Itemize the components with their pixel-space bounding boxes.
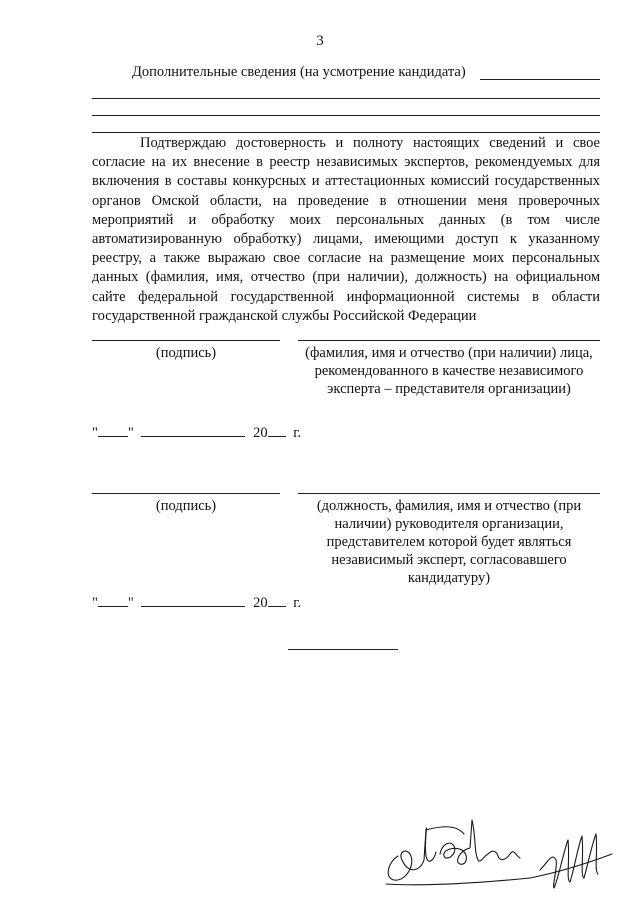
head-signature-caption: (подпись) [155, 498, 217, 514]
day-field[interactable] [98, 592, 128, 607]
year-prefix: 20 [253, 425, 268, 441]
initial-underline [386, 878, 530, 885]
initial-stroke-4 [488, 851, 520, 859]
date-close-quote: " [127, 595, 134, 611]
head-name-caption: (должность, фамилия, имя и отчество (при наличии) руководителя организации, представителем которой будет являться независимый эксперт, согласовавшего кандидатуру) [316, 498, 582, 586]
date-close-quote: " [127, 425, 134, 441]
additional-info-label: Дополнительные сведения (на усмотрение кандидата) [132, 64, 466, 80]
year-field[interactable] [268, 592, 286, 607]
page-number: 3 [316, 33, 324, 49]
head-signature-line[interactable] [92, 493, 280, 494]
head-name-line[interactable] [298, 493, 600, 494]
date-row-1 [92, 422, 301, 442]
consent-paragraph: Подтверждаю достоверность и полноту настоящих сведений и свое согласие на их внесение в реестр независимых экспертов, рекомендуемых для включения в составы конкурсных и аттестационных комиссий государственных органов Омской области, на проведение в отношении меня проверочных мероприятий и обработку моих персональных данных (в том числе автоматизированную обработку) лицами, имеющими доступ к указанному реестру, а также выражаю свое согласие на размещение моих персональных данных (фамилия, имя, отчество (при наличии), должность) на официальном сайте федеральной государственной информационной системы в области государственной гражданской службы Российской Федерации [92, 135, 600, 324]
year-suffix: г. [293, 595, 302, 611]
handwritten-initials [380, 800, 620, 900]
additional-info-line-4[interactable] [92, 132, 600, 133]
date-open-quote: " [92, 595, 98, 611]
year-prefix: 20 [253, 595, 268, 611]
candidate-signature-caption: (подпись) [155, 345, 217, 361]
date-row-2 [92, 592, 301, 612]
end-separator-line [288, 649, 398, 650]
initial-stroke-2 [426, 827, 464, 834]
candidate-name-caption: (фамилия, имя и отчество (при наличии) лица, рекомендованного в качестве независимого эксперта – представителя организации) [305, 345, 593, 397]
signature-stroke-2 [530, 854, 612, 878]
candidate-signature-line[interactable] [92, 340, 280, 341]
month-field[interactable] [141, 592, 245, 607]
additional-info-line-3[interactable] [92, 115, 600, 116]
initial-stroke-1 [388, 828, 436, 880]
date-open-quote: " [92, 425, 98, 441]
additional-info-line-2[interactable] [92, 98, 600, 99]
year-suffix: г. [293, 425, 302, 441]
month-field[interactable] [141, 422, 245, 437]
additional-info-field-line[interactable] [480, 79, 600, 80]
candidate-name-line[interactable] [298, 340, 600, 341]
year-field[interactable] [268, 422, 286, 437]
signature-stroke-1 [540, 834, 598, 888]
day-field[interactable] [98, 422, 128, 437]
